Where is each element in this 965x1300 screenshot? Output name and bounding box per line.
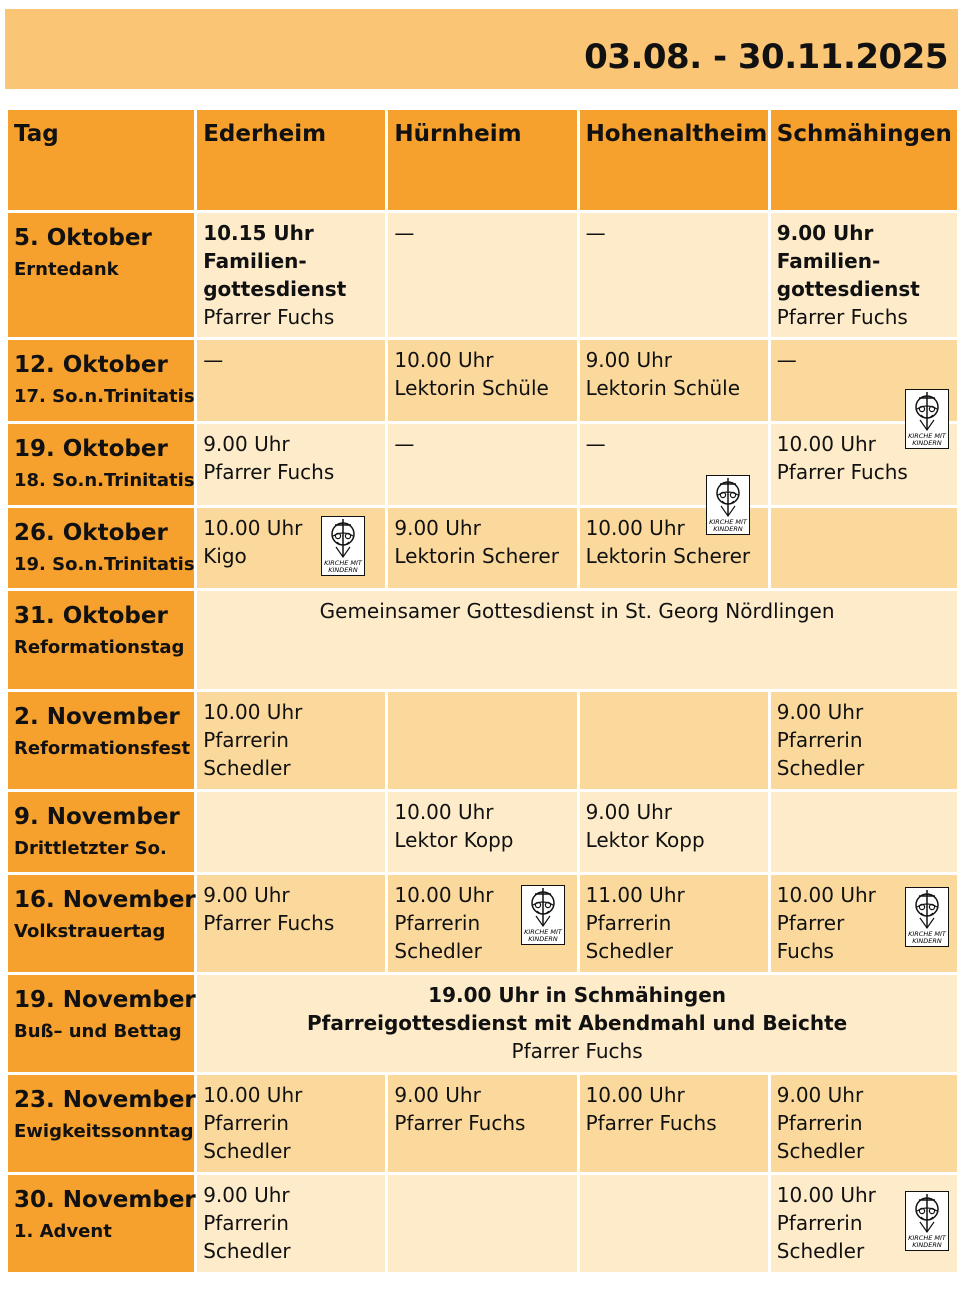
service-leader: Lektorin Schüle: [394, 376, 549, 400]
service-cell: [388, 792, 576, 872]
service-cell: [771, 792, 957, 872]
service-cell: [580, 213, 768, 337]
no-service-dash: —: [203, 348, 224, 372]
table-row: [8, 875, 957, 972]
day-name: 19. November: [14, 987, 196, 1013]
service-cell: [771, 508, 957, 588]
day-cell: [8, 591, 194, 689]
service-cell: [771, 1175, 957, 1272]
day-cell: [8, 875, 194, 972]
day-name: 23. November: [14, 1087, 196, 1113]
day-occasion: Ewigkeitssonntag: [14, 1121, 194, 1142]
service-leader: Pfarrer Fuchs: [394, 1111, 526, 1135]
combined-service-leader: Pfarrer Fuchs: [511, 1039, 643, 1063]
service-leader: Pfarrerin: [776, 1211, 863, 1235]
service-leader: Pfarrer Fuchs: [776, 305, 908, 329]
service-leader: Pfarrer Fuchs: [585, 1111, 717, 1135]
service-cell: [580, 792, 768, 872]
day-name: 19. Oktober: [14, 436, 168, 462]
table-row: [8, 692, 957, 789]
svg-text:KINDERN: KINDERN: [912, 937, 942, 945]
service-time: 9.00 Uhr: [203, 883, 290, 907]
service-leader: Schedler: [203, 756, 291, 780]
service-time: 10.00 Uhr: [776, 883, 876, 907]
service-cell: [771, 1075, 957, 1172]
kirche-mit-kindern-logo: [905, 389, 949, 449]
service-leader: Pfarrerin: [203, 1111, 289, 1135]
kirche-mit-kindern-logo: [321, 516, 365, 576]
svg-text:KIRCHE MIT: KIRCHE MIT: [523, 928, 562, 936]
service-leader: Pfarrerin: [394, 911, 481, 935]
service-title: Familien-gottesdienst: [203, 249, 347, 301]
day-cell: [8, 1175, 194, 1272]
svg-text:KINDERN: KINDERN: [912, 1241, 942, 1249]
col-header-schmaehingen: Schmähingen: [771, 110, 957, 210]
service-leader: Lektorin Schüle: [585, 376, 741, 400]
service-leader: Lektor Kopp: [585, 828, 705, 852]
table-row: [8, 792, 957, 872]
service-time: 10.00 Uhr: [394, 800, 494, 824]
service-leader: Fuchs: [776, 939, 834, 963]
day-cell: [8, 792, 194, 872]
table-row: [8, 508, 957, 588]
day-occasion: 17. So.n.Trinitatis: [14, 386, 195, 407]
date-range: 03.08. - 30.11.2025: [584, 37, 948, 77]
service-cell: [388, 424, 576, 505]
table-row: [8, 340, 957, 421]
day-occasion: Volkstrauertag: [14, 921, 166, 942]
service-time: 9.00 Uhr: [585, 348, 672, 372]
table-row: [8, 1175, 957, 1272]
svg-text:KIRCHE MIT: KIRCHE MIT: [908, 930, 946, 938]
service-leader: Pfarrerin: [776, 1111, 863, 1135]
svg-text:KINDERN: KINDERN: [712, 525, 743, 533]
day-occasion: 1. Advent: [14, 1221, 112, 1242]
combined-service-text: Gemeinsamer Gottesdienst in St. Georg Nördlingen: [319, 599, 835, 623]
service-schedule-table: [5, 107, 960, 1275]
day-occasion: 18. So.n.Trinitatis: [14, 470, 195, 491]
day-occasion: 19. So.n.Trinitatis: [14, 554, 195, 575]
service-time: 10.15 Uhr: [203, 221, 314, 245]
table-row: [8, 424, 957, 505]
service-leader: Pfarrer Fuchs: [776, 460, 908, 484]
no-service-dash: —: [394, 432, 415, 456]
service-leader: Schedler: [585, 939, 674, 963]
day-cell: [8, 508, 194, 588]
service-time: 9.00 Uhr: [776, 700, 864, 724]
service-time: 9.00 Uhr: [776, 1083, 864, 1107]
service-cell: [388, 1175, 576, 1272]
service-leader: Pfarrer Fuchs: [203, 911, 335, 935]
kirche-mit-kindern-logo: [905, 1191, 949, 1251]
no-service-dash: —: [585, 221, 606, 245]
service-cell: [388, 875, 576, 972]
table-row: [8, 591, 957, 689]
day-name: 2. November: [14, 704, 180, 730]
service-cell: [388, 213, 576, 337]
service-cell: [197, 875, 385, 972]
svg-text:KIRCHE MIT: KIRCHE MIT: [708, 518, 747, 526]
service-leader: Pfarrer: [776, 911, 845, 935]
service-leader: Lektorin Scherer: [394, 544, 559, 568]
service-leader: Schedler: [394, 939, 482, 963]
service-leader: Pfarrer Fuchs: [203, 305, 335, 329]
service-cell: [197, 792, 385, 872]
no-service-dash: —: [394, 221, 415, 245]
svg-text:KIRCHE MIT: KIRCHE MIT: [908, 432, 946, 440]
service-time: 10.00 Uhr: [585, 1083, 685, 1107]
day-occasion: Reformationstag: [14, 637, 185, 658]
svg-text:KIRCHE MIT: KIRCHE MIT: [908, 1234, 946, 1242]
day-cell: [8, 213, 194, 337]
service-cell: [580, 1175, 768, 1272]
day-cell: [8, 340, 194, 421]
day-name: 5. Oktober: [14, 225, 152, 251]
service-time: 10.00 Uhr: [394, 348, 494, 372]
col-header-tag: Tag: [8, 110, 194, 210]
service-leader: Schedler: [776, 1139, 865, 1163]
service-cell: [388, 1075, 576, 1172]
service-time: 9.00 Uhr: [203, 432, 290, 456]
service-time: 10.00 Uhr: [203, 700, 303, 724]
day-cell: [8, 692, 194, 789]
header-bar: [5, 9, 958, 89]
service-cell: [580, 692, 768, 789]
combined-service-time: 19.00 Uhr in Schmähingen: [428, 983, 727, 1007]
day-occasion: Drittletzter So.: [14, 838, 167, 859]
service-cell: [197, 508, 385, 588]
service-cell: [197, 1075, 385, 1172]
service-cell: [771, 213, 957, 337]
svg-text:KINDERN: KINDERN: [527, 935, 558, 943]
svg-text:KINDERN: KINDERN: [328, 566, 359, 574]
table-row: [8, 1075, 957, 1172]
service-leader: Pfarrerin: [203, 728, 289, 752]
day-name: 16. November: [14, 887, 196, 913]
col-header-ederheim: Ederheim: [197, 110, 385, 210]
service-time: 9.00 Uhr: [776, 221, 874, 245]
day-name: 12. Oktober: [14, 352, 168, 378]
table-row: [8, 213, 957, 337]
col-header-huernheim: Hürnheim: [388, 110, 576, 210]
combined-service-cell: [197, 975, 957, 1072]
service-time: 11.00 Uhr: [585, 883, 685, 907]
service-leader: Schedler: [776, 1239, 865, 1263]
service-time: 10.00 Uhr: [776, 432, 876, 456]
service-time: 10.00 Uhr: [585, 516, 685, 540]
service-cell: [388, 692, 576, 789]
service-cell: [197, 692, 385, 789]
service-cell: [388, 340, 576, 421]
combined-service-title: Pfarreigottesdienst mit Abendmahl und Beichte: [306, 1011, 848, 1035]
service-time: 10.00 Uhr: [776, 1183, 876, 1207]
day-occasion: Buß– und Bettag: [14, 1021, 182, 1042]
service-time: 9.00 Uhr: [585, 800, 672, 824]
service-cell: [771, 692, 957, 789]
day-occasion: Erntedank: [14, 259, 119, 280]
day-occasion: Reformationsfest: [14, 738, 191, 759]
combined-service-cell: [197, 591, 957, 689]
no-service-dash: —: [585, 432, 606, 456]
service-cell: [197, 424, 385, 505]
day-cell: [8, 975, 194, 1072]
service-leader: Pfarrerin: [585, 911, 672, 935]
service-leader: Schedler: [203, 1139, 291, 1163]
service-leader: Pfarrer Fuchs: [203, 460, 335, 484]
service-leader: Schedler: [776, 756, 865, 780]
day-name: 26. Oktober: [14, 520, 168, 546]
day-name: 30. November: [14, 1187, 196, 1213]
service-cell: [580, 340, 768, 421]
service-leader: Schedler: [203, 1239, 291, 1263]
day-cell: [8, 424, 194, 505]
day-cell: [8, 1075, 194, 1172]
service-cell: [197, 340, 385, 421]
service-leader: Lektorin Scherer: [585, 544, 751, 568]
service-time: 9.00 Uhr: [203, 1183, 290, 1207]
service-time: 10.00 Uhr: [203, 516, 303, 540]
service-time: 9.00 Uhr: [394, 1083, 481, 1107]
service-cell: [771, 875, 957, 972]
service-leader: Pfarrerin: [203, 1211, 289, 1235]
no-service-dash: —: [776, 348, 797, 372]
svg-text:KIRCHE MIT: KIRCHE MIT: [324, 559, 363, 567]
service-title: Familien-gottesdienst: [776, 249, 920, 301]
kirche-mit-kindern-logo: [521, 885, 565, 945]
service-leader: Pfarrerin: [776, 728, 863, 752]
table-row: [8, 975, 957, 1072]
service-cell: [388, 508, 576, 588]
service-leader: Lektor Kopp: [394, 828, 514, 852]
day-name: 9. November: [14, 804, 180, 830]
service-leader: Kigo: [203, 544, 247, 568]
service-cell: [580, 875, 768, 972]
table-header-row: [8, 110, 957, 210]
service-time: 9.00 Uhr: [394, 516, 481, 540]
kirche-mit-kindern-logo: [905, 887, 949, 947]
service-time: 10.00 Uhr: [394, 883, 494, 907]
service-cell: [197, 1175, 385, 1272]
svg-text:KINDERN: KINDERN: [912, 439, 942, 447]
service-cell: [197, 213, 385, 337]
kirche-mit-kindern-logo: [706, 475, 750, 535]
day-name: 31. Oktober: [14, 603, 168, 629]
col-header-hohenaltheim: Hohenaltheim: [580, 110, 768, 210]
service-cell: [580, 1075, 768, 1172]
service-time: 10.00 Uhr: [203, 1083, 303, 1107]
